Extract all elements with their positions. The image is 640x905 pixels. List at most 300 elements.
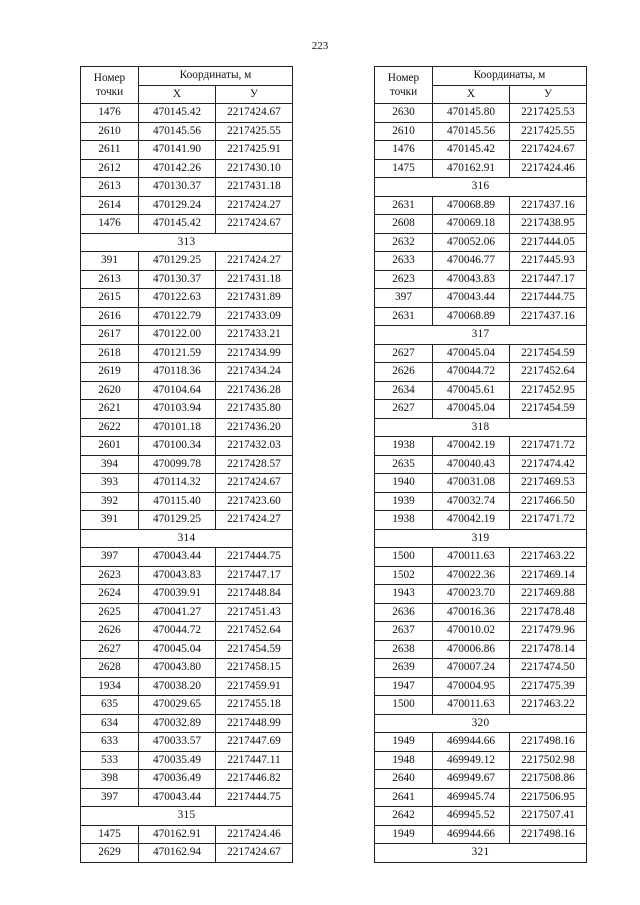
- point-number-cell: 2618: [81, 344, 139, 363]
- x-coordinate-cell: 470032.89: [139, 714, 216, 733]
- x-coordinate-cell: 470004.95: [433, 677, 510, 696]
- y-coordinate-cell: 2217445.93: [510, 252, 587, 271]
- table-row: [81, 141, 293, 160]
- table-row: [81, 215, 293, 234]
- x-coordinate-cell: 470031.08: [433, 474, 510, 493]
- point-number-cell: 635: [81, 696, 139, 715]
- y-coordinate-cell: 2217424.46: [216, 825, 293, 844]
- x-coordinate-cell: 470130.37: [139, 270, 216, 289]
- header-y: У: [510, 85, 587, 104]
- table-row: [81, 566, 293, 585]
- y-coordinate-cell: 2217434.24: [216, 363, 293, 382]
- x-coordinate-cell: 470115.40: [139, 492, 216, 511]
- table-row: [81, 400, 293, 419]
- x-coordinate-cell: 470043.44: [139, 548, 216, 567]
- y-coordinate-cell: 2217428.57: [216, 455, 293, 474]
- point-number-cell: 2636: [375, 603, 433, 622]
- x-coordinate-cell: 470043.80: [139, 659, 216, 678]
- x-coordinate-cell: 470043.83: [139, 566, 216, 585]
- y-coordinate-cell: 2217444.75: [216, 548, 293, 567]
- table-row: [375, 566, 587, 585]
- y-coordinate-cell: 2217474.50: [510, 659, 587, 678]
- y-coordinate-cell: 2217463.22: [510, 548, 587, 567]
- group-row: [375, 844, 587, 863]
- point-number-cell: 2634: [375, 381, 433, 400]
- point-number-cell: 2624: [81, 585, 139, 604]
- point-number-cell: 391: [81, 511, 139, 530]
- y-coordinate-cell: 2217447.69: [216, 733, 293, 752]
- y-coordinate-cell: 2217454.59: [216, 640, 293, 659]
- table-row: [81, 603, 293, 622]
- point-number-cell: 1500: [375, 696, 433, 715]
- header-x: X: [139, 85, 216, 104]
- point-number-cell: 398: [81, 770, 139, 789]
- point-number-cell: 1475: [375, 159, 433, 178]
- table-row: [375, 196, 587, 215]
- point-number-cell: 2613: [81, 270, 139, 289]
- table-row: [81, 585, 293, 604]
- x-coordinate-cell: 470044.72: [139, 622, 216, 641]
- table-row: [81, 548, 293, 567]
- x-coordinate-cell: 470145.80: [433, 104, 510, 123]
- group-number: 316: [375, 178, 587, 197]
- header-x: X: [433, 85, 510, 104]
- x-coordinate-cell: 470033.57: [139, 733, 216, 752]
- y-coordinate-cell: 2217432.03: [216, 437, 293, 456]
- table-row: [375, 400, 587, 419]
- x-coordinate-cell: 470029.65: [139, 696, 216, 715]
- table-row: [375, 492, 587, 511]
- x-coordinate-cell: 470114.32: [139, 474, 216, 493]
- y-coordinate-cell: 2217447.17: [216, 566, 293, 585]
- point-number-cell: 2627: [375, 400, 433, 419]
- point-number-cell: 2621: [81, 400, 139, 419]
- header-point-number: Номер точки: [375, 67, 433, 104]
- y-coordinate-cell: 2217459.91: [216, 677, 293, 696]
- x-coordinate-cell: 469945.74: [433, 788, 510, 807]
- y-coordinate-cell: 2217471.72: [510, 511, 587, 530]
- table-row: [81, 122, 293, 141]
- table-row: [375, 511, 587, 530]
- header-y: У: [216, 85, 293, 104]
- point-number-cell: 2627: [81, 640, 139, 659]
- coordinates-table-right: [374, 66, 587, 863]
- group-row: [375, 714, 587, 733]
- x-coordinate-cell: 470145.56: [139, 122, 216, 141]
- x-coordinate-cell: 470010.02: [433, 622, 510, 641]
- y-coordinate-cell: 2217447.11: [216, 751, 293, 770]
- group-number: 314: [81, 529, 293, 548]
- table-row: [81, 307, 293, 326]
- y-coordinate-cell: 2217471.72: [510, 437, 587, 456]
- group-row: [375, 418, 587, 437]
- point-number-cell: 392: [81, 492, 139, 511]
- point-number-cell: 2622: [81, 418, 139, 437]
- table-row: [81, 788, 293, 807]
- y-coordinate-cell: 2217424.67: [216, 474, 293, 493]
- x-coordinate-cell: 470162.94: [139, 844, 216, 863]
- table-row: [375, 363, 587, 382]
- group-number: 318: [375, 418, 587, 437]
- point-number-cell: 2626: [81, 622, 139, 641]
- y-coordinate-cell: 2217469.14: [510, 566, 587, 585]
- group-row: [375, 178, 587, 197]
- table-row: [81, 418, 293, 437]
- point-number-cell: 2612: [81, 159, 139, 178]
- y-coordinate-cell: 2217474.42: [510, 455, 587, 474]
- table-row: [81, 178, 293, 197]
- point-number-cell: 2635: [375, 455, 433, 474]
- point-number-cell: 2640: [375, 770, 433, 789]
- y-coordinate-cell: 2217433.21: [216, 326, 293, 345]
- point-number-cell: 1939: [375, 492, 433, 511]
- point-number-cell: 2619: [81, 363, 139, 382]
- table-body-left: [81, 104, 293, 863]
- group-number: 320: [375, 714, 587, 733]
- y-coordinate-cell: 2217469.53: [510, 474, 587, 493]
- table-row: [375, 751, 587, 770]
- table-row: [81, 844, 293, 863]
- point-number-cell: 2631: [375, 307, 433, 326]
- table-row: [81, 696, 293, 715]
- table-row: [375, 733, 587, 752]
- y-coordinate-cell: 2217424.27: [216, 511, 293, 530]
- x-coordinate-cell: 470145.42: [433, 141, 510, 160]
- x-coordinate-cell: 470016.36: [433, 603, 510, 622]
- y-coordinate-cell: 2217454.59: [510, 400, 587, 419]
- point-number-cell: 1943: [375, 585, 433, 604]
- table-row: [81, 363, 293, 382]
- point-number-cell: 2617: [81, 326, 139, 345]
- x-coordinate-cell: 470040.43: [433, 455, 510, 474]
- table-row: [375, 640, 587, 659]
- y-coordinate-cell: 2217454.59: [510, 344, 587, 363]
- header-coordinates: Координаты, м: [139, 67, 293, 86]
- table-row: [375, 788, 587, 807]
- point-number-cell: 2632: [375, 233, 433, 252]
- table-row: [81, 270, 293, 289]
- x-coordinate-cell: 469944.66: [433, 825, 510, 844]
- table-row: [375, 585, 587, 604]
- point-number-cell: 1949: [375, 733, 433, 752]
- x-coordinate-cell: 470036.49: [139, 770, 216, 789]
- group-number: 319: [375, 529, 587, 548]
- x-coordinate-cell: 470129.25: [139, 252, 216, 271]
- table-row: [375, 215, 587, 234]
- point-number-cell: 2631: [375, 196, 433, 215]
- point-number-cell: 1947: [375, 677, 433, 696]
- point-number-cell: 2601: [81, 437, 139, 456]
- point-number-cell: 1476: [375, 141, 433, 160]
- y-coordinate-cell: 2217423.60: [216, 492, 293, 511]
- point-number-cell: 2626: [375, 363, 433, 382]
- x-coordinate-cell: 470045.61: [433, 381, 510, 400]
- x-coordinate-cell: 470068.89: [433, 307, 510, 326]
- x-coordinate-cell: 470046.77: [433, 252, 510, 271]
- y-coordinate-cell: 2217448.99: [216, 714, 293, 733]
- point-number-cell: 1476: [81, 215, 139, 234]
- y-coordinate-cell: 2217506.95: [510, 788, 587, 807]
- y-coordinate-cell: 2217444.05: [510, 233, 587, 252]
- y-coordinate-cell: 2217452.64: [510, 363, 587, 382]
- x-coordinate-cell: 470045.04: [433, 344, 510, 363]
- group-number: 321: [375, 844, 587, 863]
- y-coordinate-cell: 2217431.18: [216, 178, 293, 197]
- x-coordinate-cell: 470022.36: [433, 566, 510, 585]
- point-number-cell: 533: [81, 751, 139, 770]
- table-row: [81, 104, 293, 123]
- x-coordinate-cell: 470145.56: [433, 122, 510, 141]
- table-row: [81, 659, 293, 678]
- table-row: [375, 344, 587, 363]
- y-coordinate-cell: 2217425.55: [510, 122, 587, 141]
- coordinates-table-left: [80, 66, 293, 863]
- point-number-cell: 1948: [375, 751, 433, 770]
- table-row: [81, 733, 293, 752]
- y-coordinate-cell: 2217452.95: [510, 381, 587, 400]
- point-number-cell: 397: [375, 289, 433, 308]
- y-coordinate-cell: 2217437.16: [510, 307, 587, 326]
- x-coordinate-cell: 470068.89: [433, 196, 510, 215]
- x-coordinate-cell: 470041.27: [139, 603, 216, 622]
- y-coordinate-cell: 2217444.75: [510, 289, 587, 308]
- x-coordinate-cell: 470044.72: [433, 363, 510, 382]
- table-row: [81, 252, 293, 271]
- table-row: [81, 474, 293, 493]
- y-coordinate-cell: 2217435.80: [216, 400, 293, 419]
- group-row: [81, 529, 293, 548]
- x-coordinate-cell: 470007.24: [433, 659, 510, 678]
- header-point-number: Номер точки: [81, 67, 139, 104]
- table-row: [81, 622, 293, 641]
- point-number-cell: 1940: [375, 474, 433, 493]
- point-number-cell: 1476: [81, 104, 139, 123]
- y-coordinate-cell: 2217458.15: [216, 659, 293, 678]
- point-number-cell: 2629: [81, 844, 139, 863]
- group-number: 317: [375, 326, 587, 345]
- group-row: [375, 326, 587, 345]
- x-coordinate-cell: 470122.79: [139, 307, 216, 326]
- x-coordinate-cell: 470122.63: [139, 289, 216, 308]
- y-coordinate-cell: 2217430.10: [216, 159, 293, 178]
- y-coordinate-cell: 2217444.75: [216, 788, 293, 807]
- x-coordinate-cell: 470141.90: [139, 141, 216, 160]
- y-coordinate-cell: 2217502.98: [510, 751, 587, 770]
- point-number-cell: 2611: [81, 141, 139, 160]
- x-coordinate-cell: 469949.67: [433, 770, 510, 789]
- y-coordinate-cell: 2217463.22: [510, 696, 587, 715]
- table-row: [375, 825, 587, 844]
- point-number-cell: 1500: [375, 548, 433, 567]
- x-coordinate-cell: 469944.66: [433, 733, 510, 752]
- y-coordinate-cell: 2217434.99: [216, 344, 293, 363]
- point-number-cell: 1938: [375, 511, 433, 530]
- table-row: [81, 326, 293, 345]
- x-coordinate-cell: 470104.64: [139, 381, 216, 400]
- table-row: [375, 807, 587, 826]
- point-number-cell: 2620: [81, 381, 139, 400]
- x-coordinate-cell: 470023.70: [433, 585, 510, 604]
- x-coordinate-cell: 470006.86: [433, 640, 510, 659]
- table-row: [375, 233, 587, 252]
- table-row: [81, 751, 293, 770]
- table-row: [375, 270, 587, 289]
- point-number-cell: 2633: [375, 252, 433, 271]
- y-coordinate-cell: 2217478.48: [510, 603, 587, 622]
- x-coordinate-cell: 470103.94: [139, 400, 216, 419]
- table-row: [375, 159, 587, 178]
- point-number-cell: 1502: [375, 566, 433, 585]
- point-number-cell: 2616: [81, 307, 139, 326]
- table-row: [375, 289, 587, 308]
- table-row: [81, 511, 293, 530]
- y-coordinate-cell: 2217436.20: [216, 418, 293, 437]
- table-row: [375, 104, 587, 123]
- y-coordinate-cell: 2217436.28: [216, 381, 293, 400]
- table-row: [375, 455, 587, 474]
- group-row: [81, 807, 293, 826]
- y-coordinate-cell: 2217446.82: [216, 770, 293, 789]
- point-number-cell: 2623: [375, 270, 433, 289]
- y-coordinate-cell: 2217424.46: [510, 159, 587, 178]
- y-coordinate-cell: 2217455.18: [216, 696, 293, 715]
- point-number-cell: 633: [81, 733, 139, 752]
- header-coordinates: Координаты, м: [433, 67, 587, 86]
- table-row: [375, 603, 587, 622]
- table-body-right: [375, 104, 587, 863]
- y-coordinate-cell: 2217424.67: [216, 104, 293, 123]
- x-coordinate-cell: 470145.42: [139, 104, 216, 123]
- point-number-cell: 2613: [81, 178, 139, 197]
- y-coordinate-cell: 2217431.18: [216, 270, 293, 289]
- table-row: [375, 548, 587, 567]
- x-coordinate-cell: 470145.42: [139, 215, 216, 234]
- table-row: [81, 437, 293, 456]
- table-row: [375, 474, 587, 493]
- point-number-cell: 2628: [81, 659, 139, 678]
- table-row: [81, 770, 293, 789]
- y-coordinate-cell: 2217438.95: [510, 215, 587, 234]
- x-coordinate-cell: 470045.04: [139, 640, 216, 659]
- x-coordinate-cell: 470011.63: [433, 696, 510, 715]
- y-coordinate-cell: 2217425.91: [216, 141, 293, 160]
- point-number-cell: 2614: [81, 196, 139, 215]
- y-coordinate-cell: 2217469.88: [510, 585, 587, 604]
- y-coordinate-cell: 2217425.53: [510, 104, 587, 123]
- x-coordinate-cell: 470043.44: [433, 289, 510, 308]
- x-coordinate-cell: 470011.63: [433, 548, 510, 567]
- x-coordinate-cell: 469949.12: [433, 751, 510, 770]
- table-row: [375, 381, 587, 400]
- x-coordinate-cell: 470122.00: [139, 326, 216, 345]
- table-row: [375, 141, 587, 160]
- point-number-cell: 397: [81, 548, 139, 567]
- table-row: [81, 640, 293, 659]
- point-number-cell: 2625: [81, 603, 139, 622]
- y-coordinate-cell: 2217431.89: [216, 289, 293, 308]
- point-number-cell: 2630: [375, 104, 433, 123]
- y-coordinate-cell: 2217507.41: [510, 807, 587, 826]
- x-coordinate-cell: 470043.83: [433, 270, 510, 289]
- group-number: 313: [81, 233, 293, 252]
- y-coordinate-cell: 2217424.67: [216, 844, 293, 863]
- table-row: [375, 437, 587, 456]
- x-coordinate-cell: 470039.91: [139, 585, 216, 604]
- y-coordinate-cell: 2217452.64: [216, 622, 293, 641]
- table-row: [375, 122, 587, 141]
- point-number-cell: 1475: [81, 825, 139, 844]
- x-coordinate-cell: 470100.34: [139, 437, 216, 456]
- table-row: [81, 159, 293, 178]
- x-coordinate-cell: 470038.20: [139, 677, 216, 696]
- point-number-cell: 1934: [81, 677, 139, 696]
- x-coordinate-cell: 470129.24: [139, 196, 216, 215]
- group-number: 315: [81, 807, 293, 826]
- x-coordinate-cell: 470118.36: [139, 363, 216, 382]
- table-row: [81, 492, 293, 511]
- group-row: [375, 529, 587, 548]
- table-row: [375, 696, 587, 715]
- y-coordinate-cell: 2217498.16: [510, 825, 587, 844]
- table-row: [375, 770, 587, 789]
- point-number-cell: 2639: [375, 659, 433, 678]
- point-number-cell: 2627: [375, 344, 433, 363]
- y-coordinate-cell: 2217508.86: [510, 770, 587, 789]
- point-number-cell: 1938: [375, 437, 433, 456]
- page-number: 223: [311, 40, 329, 52]
- x-coordinate-cell: 470045.04: [433, 400, 510, 419]
- point-number-cell: 2610: [81, 122, 139, 141]
- x-coordinate-cell: 470130.37: [139, 178, 216, 197]
- x-coordinate-cell: 470032.74: [433, 492, 510, 511]
- table-row: [81, 289, 293, 308]
- table-row: [375, 677, 587, 696]
- point-number-cell: 634: [81, 714, 139, 733]
- point-number-cell: 2610: [375, 122, 433, 141]
- table-row: [375, 659, 587, 678]
- x-coordinate-cell: 470042.19: [433, 511, 510, 530]
- x-coordinate-cell: 470099.78: [139, 455, 216, 474]
- y-coordinate-cell: 2217447.17: [510, 270, 587, 289]
- point-number-cell: 2608: [375, 215, 433, 234]
- point-number-cell: 1949: [375, 825, 433, 844]
- x-coordinate-cell: 470043.44: [139, 788, 216, 807]
- point-number-cell: 2638: [375, 640, 433, 659]
- table-row: [375, 252, 587, 271]
- point-number-cell: 2637: [375, 622, 433, 641]
- y-coordinate-cell: 2217437.16: [510, 196, 587, 215]
- table-row: [81, 344, 293, 363]
- y-coordinate-cell: 2217478.14: [510, 640, 587, 659]
- table-row: [375, 307, 587, 326]
- group-row: [81, 233, 293, 252]
- x-coordinate-cell: 469945.52: [433, 807, 510, 826]
- point-number-cell: 2641: [375, 788, 433, 807]
- y-coordinate-cell: 2217433.09: [216, 307, 293, 326]
- y-coordinate-cell: 2217466.50: [510, 492, 587, 511]
- x-coordinate-cell: 470162.91: [139, 825, 216, 844]
- y-coordinate-cell: 2217475.39: [510, 677, 587, 696]
- x-coordinate-cell: 470121.59: [139, 344, 216, 363]
- table-row: [81, 381, 293, 400]
- x-coordinate-cell: 470162.91: [433, 159, 510, 178]
- x-coordinate-cell: 470035.49: [139, 751, 216, 770]
- point-number-cell: 2623: [81, 566, 139, 585]
- table-row: [81, 825, 293, 844]
- point-number-cell: 397: [81, 788, 139, 807]
- x-coordinate-cell: 470142.26: [139, 159, 216, 178]
- table-row: [81, 677, 293, 696]
